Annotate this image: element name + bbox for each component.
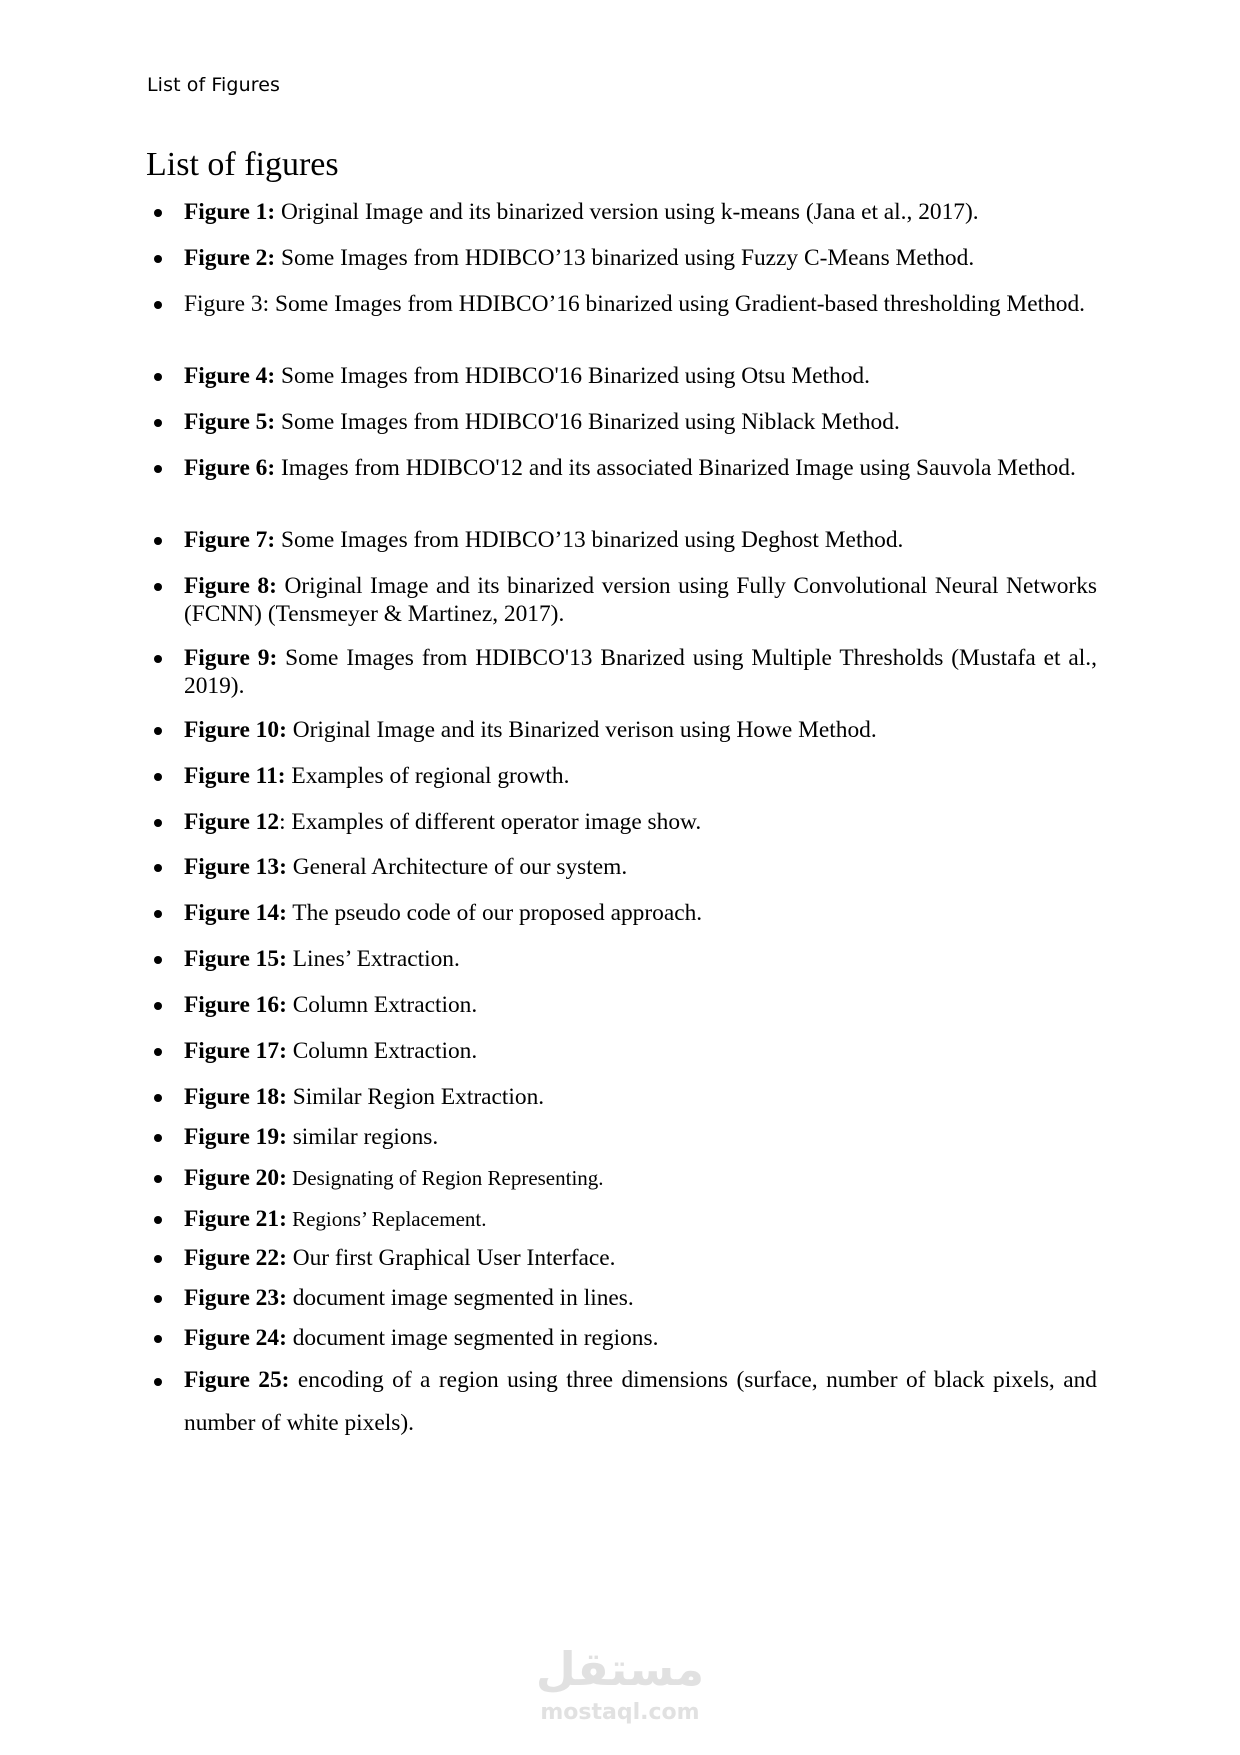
bullet-icon [154, 1216, 162, 1224]
figure-label: Figure 7: [184, 527, 276, 553]
figure-caption: Some Images from HDIBCO'16 Binarized using Otsu Method. [275, 363, 870, 389]
figure-list-item [184, 1244, 1097, 1272]
figure-list-item [184, 644, 1097, 700]
figure-caption: Similar Region Extraction. [286, 1084, 545, 1110]
figure-caption: Regions’ Replacement. [286, 1207, 487, 1231]
figure-caption: Some Images from HDIBCO’16 binarized using Gradient-based thresholding Method. [269, 291, 1086, 317]
bullet-icon [154, 655, 162, 663]
figure-list-item [184, 945, 1097, 973]
figure-list-item [184, 244, 1097, 272]
figure-list-item [184, 290, 1097, 318]
figure-label: Figure 9: [184, 645, 278, 671]
bullet-icon [154, 1295, 162, 1303]
figure-list-item [184, 1205, 1097, 1233]
figure-list-item [184, 1037, 1097, 1065]
figure-list-item [184, 1083, 1097, 1111]
figure-caption: similar regions. [286, 1124, 439, 1150]
bullet-icon [154, 419, 162, 427]
figure-list-item [184, 526, 1097, 554]
bullet-icon [154, 910, 162, 918]
figure-label: Figure 2: [184, 245, 276, 271]
figure-list-item [184, 572, 1097, 628]
figure-list-item [184, 853, 1097, 881]
figure-caption: Designating of Region Representing. [286, 1166, 604, 1190]
figure-caption: encoding of a region using three dimensions (surface, number of black pixels, and number of white pixels). [184, 1367, 1097, 1436]
figure-label: Figure 25: [184, 1367, 290, 1393]
figure-label: Figure 18: [184, 1084, 287, 1110]
figure-label: Figure 10: [184, 717, 287, 743]
bullet-icon [154, 465, 162, 473]
bullet-icon [154, 583, 162, 591]
page-title: List of figures [146, 146, 339, 183]
bullet-icon [154, 255, 162, 263]
figure-caption: Examples of regional growth. [285, 763, 570, 789]
figure-label: Figure 1: [184, 199, 276, 225]
figure-caption: document image segmented in regions. [286, 1325, 659, 1351]
figure-list-item [184, 408, 1097, 436]
figure-caption: Our first Graphical User Interface. [286, 1245, 616, 1271]
bullet-icon [154, 373, 162, 381]
figure-caption: Some Images from HDIBCO'16 Binarized using Niblack Method. [275, 409, 900, 435]
figure-label: Figure 6: [184, 455, 276, 481]
figure-list-item [184, 716, 1097, 744]
figure-list-item [184, 362, 1097, 390]
figure-list-item [184, 454, 1097, 482]
figure-label: Figure 13: [184, 854, 287, 880]
figure-label: Figure 22: [184, 1245, 287, 1271]
bullet-icon [154, 1335, 162, 1343]
bullet-icon [154, 1134, 162, 1142]
figure-label: Figure 14: [184, 900, 287, 926]
figure-list-item [184, 991, 1097, 1019]
figure-caption: Column Extraction. [286, 1038, 478, 1064]
figure-label: Figure 17: [184, 1038, 287, 1064]
bullet-icon [154, 819, 162, 827]
figure-label: Figure 5: [184, 409, 276, 435]
figure-label: Figure 21: [184, 1206, 287, 1232]
figure-list-item [184, 1123, 1097, 1151]
figure-caption: Original Image and its Binarized verison using Howe Method. [286, 717, 877, 743]
figure-caption: Lines’ Extraction. [286, 946, 460, 972]
bullet-icon [154, 301, 162, 309]
figure-label: Figure 16: [184, 992, 287, 1018]
figure-list-item [184, 198, 1097, 226]
bullet-icon [154, 1094, 162, 1102]
watermark-url: mostaql.com [540, 1700, 700, 1725]
figure-label: Figure 4: [184, 363, 276, 389]
figure-list-item [184, 899, 1097, 927]
figure-label: Figure 11: [184, 763, 286, 789]
figure-list-item [184, 1284, 1097, 1312]
figure-caption: The pseudo code of our proposed approach. [286, 900, 703, 926]
figure-label: Figure 24: [184, 1325, 287, 1351]
figure-caption: Some Images from HDIBCO'13 Bnarized using Multiple Thresholds (Mustafa et al., 2019). [184, 645, 1097, 699]
figure-label: Figure 8: [184, 573, 277, 599]
figure-caption: Some Images from HDIBCO’13 binarized using Fuzzy C-Means Method. [275, 245, 975, 271]
bullet-icon [154, 1048, 162, 1056]
figure-list-item [184, 762, 1097, 790]
figure-list-item [184, 1164, 1097, 1192]
watermark-logo: مستقل [535, 1642, 705, 1696]
figure-caption: Images from HDIBCO'12 and its associated Binarized Image using Sauvola Method. [275, 455, 1076, 481]
bullet-icon [154, 1378, 162, 1386]
bullet-icon [154, 1002, 162, 1010]
figure-label: Figure 20: [184, 1165, 287, 1191]
figure-label: Figure 12 [184, 809, 280, 835]
figure-caption: Column Extraction. [286, 992, 478, 1018]
figure-list-item [184, 1324, 1097, 1352]
figure-caption: General Architecture of our system. [286, 854, 628, 880]
figure-label: Figure 23: [184, 1285, 287, 1311]
bullet-icon [154, 773, 162, 781]
bullet-icon [154, 209, 162, 217]
figure-caption: Original Image and its binarized version using k-means (Jana et al., 2017). [275, 199, 979, 225]
figure-list-item [184, 808, 1097, 836]
figure-caption: : Examples of different operator image show. [279, 809, 702, 835]
bullet-icon [154, 537, 162, 545]
bullet-icon [154, 1255, 162, 1263]
figure-label: Figure 3: [184, 291, 270, 317]
bullet-icon [154, 864, 162, 872]
figure-caption: document image segmented in lines. [286, 1285, 634, 1311]
figure-caption: Original Image and its binarized version using Fully Convolutional Neural Networks (FCNN) (Tensmeyer & Martinez, 2017). [184, 573, 1097, 627]
figure-list-item [184, 1359, 1097, 1445]
running-header: List of Figures [147, 74, 281, 96]
figure-label: Figure 15: [184, 946, 287, 972]
figure-label: Figure 19: [184, 1124, 287, 1150]
figure-caption: Some Images from HDIBCO’13 binarized using Deghost Method. [275, 527, 904, 553]
bullet-icon [154, 1175, 162, 1183]
bullet-icon [154, 727, 162, 735]
bullet-icon [154, 956, 162, 964]
